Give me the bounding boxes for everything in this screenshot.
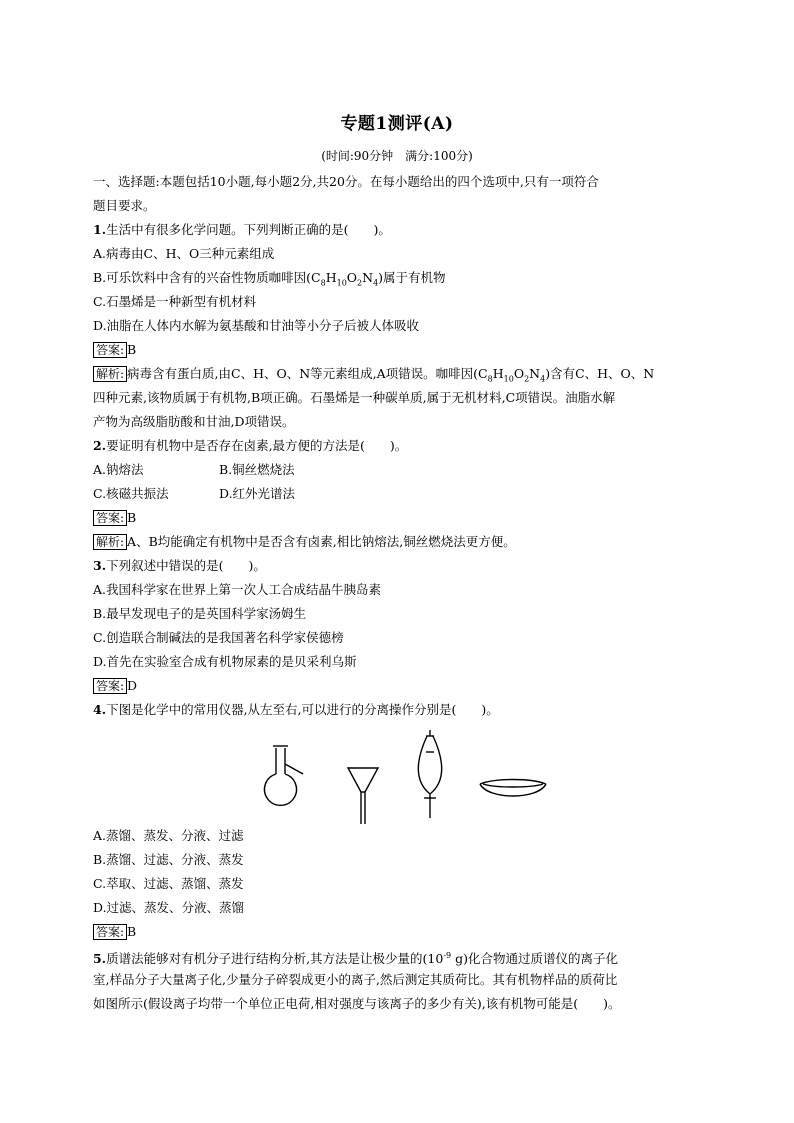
answer-label: 答案: (93, 342, 127, 358)
option-text: )属于有机物 (378, 270, 446, 285)
question-3-stem (93, 554, 713, 578)
answer-value: B (127, 924, 137, 939)
distillation-flask-icon (265, 746, 304, 805)
question-3-answer (93, 674, 713, 698)
lab-apparatus-figure (93, 722, 713, 824)
question-2-options-cd (93, 482, 713, 506)
question-1-option-c: C.石墨烯是一种新型有机材料 (93, 294, 257, 309)
section-instruction-line2: 题目要求。 (93, 198, 156, 213)
question-4-option-b: B.蒸馏、过滤、分液、蒸发 (93, 852, 244, 867)
page-title: 专题1测评(A) (340, 114, 454, 134)
question-text: 下列叙述中错误的是( )。 (106, 558, 266, 573)
question-1-analysis-line2: 四种元素,该物质属于有机物,B项正确。石墨烯是一种碳单质,属于无机材料,C项错误。油脂水解 (93, 390, 616, 405)
question-2-options-ab (93, 458, 713, 482)
question-3-option-b: B.最早发现电子的是英国科学家汤姆生 (93, 606, 307, 621)
page-subtitle: (时间:90分钟 满分:100分) (321, 149, 473, 163)
analysis-label: 解析: (93, 366, 127, 382)
answer-label: 答案: (93, 510, 127, 526)
question-text: 质谱法能够对有机分子进行结构分析,其方法是让极少量的(10 (106, 951, 444, 967)
exponent: -9 (443, 951, 452, 960)
question-text: 生活中有很多化学问题。下列判断正确的是( )。 (106, 222, 391, 237)
analysis-label: 解析: (93, 534, 127, 550)
option-b: B.铜丝燃烧法 (219, 462, 295, 477)
question-5-line1 (93, 944, 713, 968)
question-1-analysis-line1: 解析: 病毒含有蛋白质,由C、H、O、N等元素组成,A项错误。咖啡因$(C_8H_{10}O_2N_4)$含有C、H、O、N (93, 362, 713, 386)
question-1-option-d: D.油脂在人体内水解为氨基酸和甘油等小分子后被人体吸收 (93, 318, 420, 333)
question-4-answer (93, 920, 713, 944)
apparatus-illustration (93, 722, 713, 824)
answer-value: B (127, 342, 137, 357)
question-5-line2: 室,样品分子大量离子化,少量分子碎裂成更小的离子,然后测定其质荷比。其有机物样品的质荷比 (93, 972, 618, 987)
question-2-analysis (93, 530, 713, 554)
question-4-stem (93, 698, 713, 722)
question-number: 3. (93, 558, 107, 573)
content (93, 170, 713, 1016)
option-c: C.核磁共振法 (93, 486, 169, 501)
question-3-option-a: A.我国科学家在世界上第一次人工合成结晶牛胰岛素 (93, 582, 382, 597)
analysis-text: 病毒含有蛋白质,由C、H、O、N等元素组成,A项错误。咖啡因(C (127, 366, 488, 381)
question-number: 5. (93, 951, 107, 967)
analysis-text: A、B均能确定有机物中是否含有卤素,相比钠熔法,铜丝燃烧法更方便。 (127, 534, 516, 549)
question-1-stem (93, 218, 713, 242)
option-a: A.钠熔法 (93, 462, 144, 477)
question-4-option-c: C.萃取、过滤、蒸馏、蒸发 (93, 876, 244, 891)
question-4-option-a: A.蒸馏、蒸发、分液、过滤 (93, 828, 244, 843)
question-3-option-d: D.首先在实验室合成有机物尿素的是贝采利乌斯 (93, 654, 357, 669)
funnel-icon (348, 768, 378, 824)
question-1-option-b: B.可乐饮料中含有的兴奋性物质咖啡因$(C_8H_{10}O_2N_4)$属于有机物 (93, 270, 446, 288)
question-text: 下图是化学中的常用仪器,从左至右,可以进行的分离操作分别是( )。 (106, 702, 499, 717)
question-2-answer (93, 506, 713, 530)
question-1-option-a: A.病毒由C、H、O三种元素组成 (93, 246, 275, 261)
question-text: 要证明有机物中是否存在卤素,最方便的方法是( )。 (106, 438, 408, 453)
question-2-stem (93, 434, 713, 458)
option-d: D.红外光谱法 (219, 486, 296, 501)
answer-value: D (127, 678, 138, 693)
answer-value: B (127, 510, 137, 525)
analysis-text: )含有C、H、O、N (545, 366, 655, 381)
question-number: 4. (93, 702, 107, 717)
question-text: g)化合物通过质谱仪的离子化 (451, 951, 618, 967)
question-5-line3: 如图所示(假设离子均带一个单位正电荷,相对强度与该离子的多少有关),该有机物可能是( )。 (93, 996, 621, 1011)
evaporating-dish-icon (480, 780, 546, 797)
question-3-option-c: C.创造联合制碱法的是我国著名科学家侯德榜 (93, 630, 344, 645)
question-number: 2. (93, 438, 107, 453)
question-1-analysis-line3: 产物为高级脂肪酸和甘油,D项错误。 (93, 414, 295, 429)
answer-label: 答案: (93, 678, 127, 694)
question-1-answer (93, 338, 713, 362)
question-number: 1. (93, 222, 107, 237)
answer-label: 答案: (93, 924, 127, 940)
section-instruction-line1: 一、选择题:本题包括10小题,每小题2分,共20分。在每小题给出的四个选项中,只有一项符合 (93, 174, 599, 189)
question-4-option-d: D.过滤、蒸发、分液、蒸馏 (93, 900, 245, 915)
option-text: B.可乐饮料中含有的兴奋性物质咖啡因(C (93, 270, 321, 285)
separatory-funnel-icon (418, 730, 441, 818)
